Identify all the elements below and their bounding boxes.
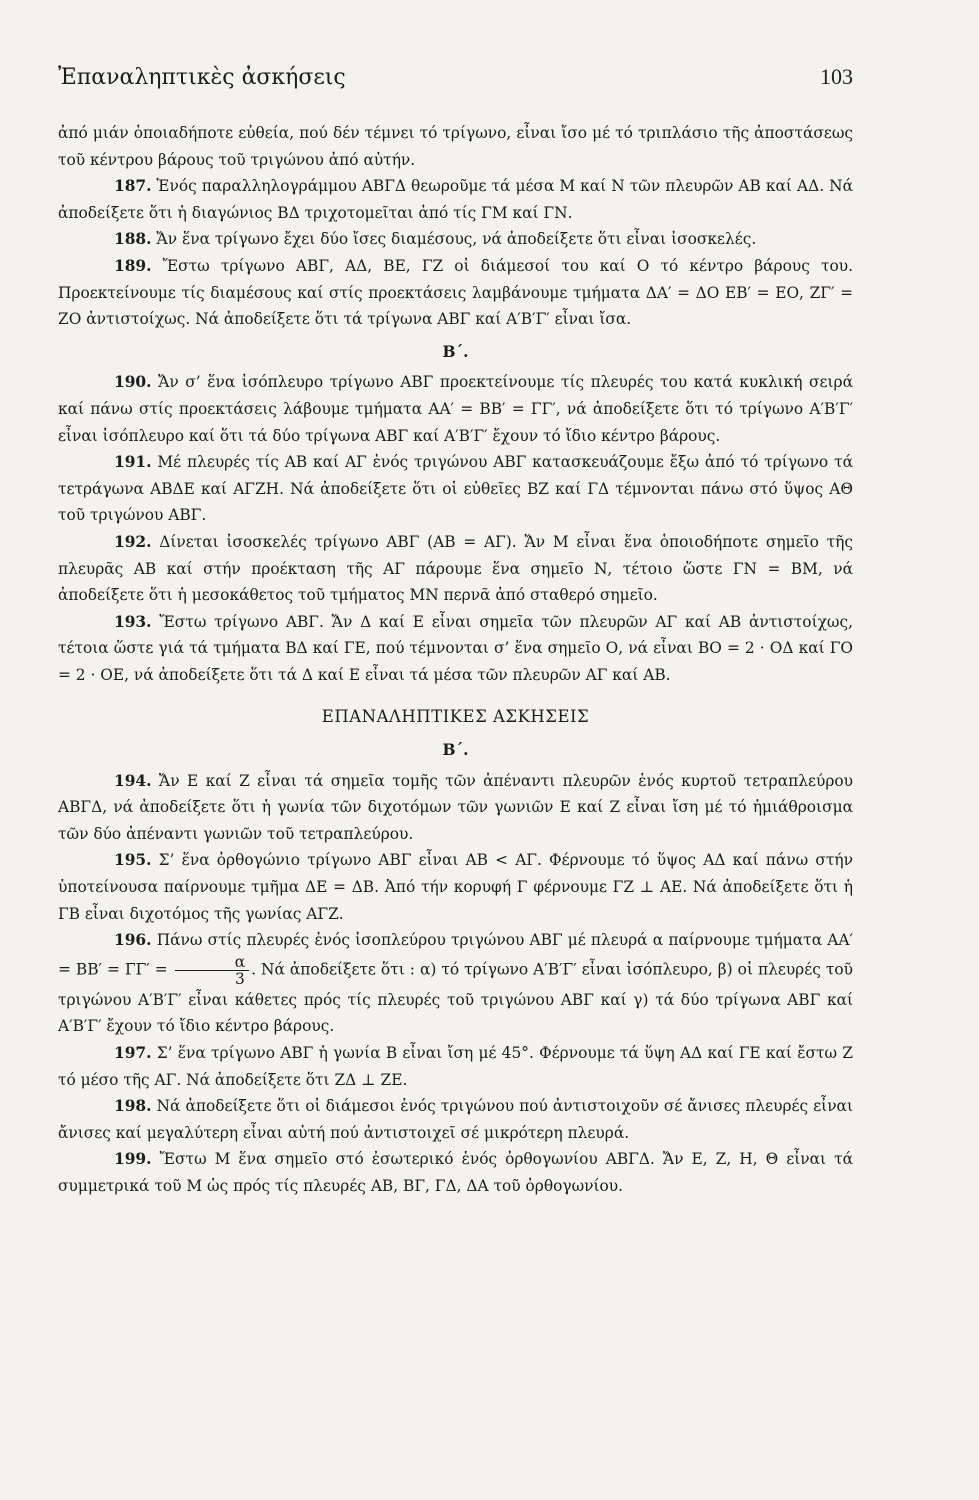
exercise-number: 198. <box>114 1097 152 1116</box>
exercise-number: 194. <box>114 771 152 790</box>
exercise-number: 197. <box>114 1044 152 1062</box>
exercise-text-cont: . Νά ἀποδείξετε ὅτι : α) τό τρίγωνο Α′Β′Γ′ εἶναι ἰσόπλευρο, β) οἱ πλευρές τοῦ τριγώνου Α′Β′Γ′ εἶναι κάθετες πρός τίς πλευρές τοῦ τριγώνου ΑΒΓ καί γ) τά δύο τρίγωνα ΑΒΓ καί Α′Β′Γ′ ἔχουν τό ἴδιο κέντρο βάρους. <box>58 960 853 1036</box>
exercise-text: Ἄν σ’ ἕνα ἰσόπλευρο τρίγωνο ΑΒΓ προεκτείνουμε τίς πλευρές του κατά κυκλική σειρά καί πάνω στίς προεκτάσεις λάβουμε τμήματα ΑΑ′ = ΒΒ′ = ΓΓ′, νά ἀποδείξετε ὅτι τό τρίγωνο Α′Β′Γ′ εἶναι ἰσόπλευρο καί ὅτι τά δύο τρίγωνα ΑΒΓ καί Α′Β′Γ′ ἔχουν τό ἴδιο κέντρο βάρους. <box>58 373 853 445</box>
exercise-199 <box>58 1146 853 1199</box>
exercise-198 <box>58 1093 853 1146</box>
exercise-number: 192. <box>114 532 152 551</box>
exercise-196 <box>58 927 853 1040</box>
exercise-195 <box>58 847 853 927</box>
exercise-number: 199. <box>114 1150 152 1169</box>
exercise-text: Ἄν ἕνα τρίγωνο ἔχει δύο ἴσες διαμέσους, νά ἀποδείξετε ὅτι εἶναι ἰσοσκελές. <box>156 230 757 249</box>
exercise-text: Σ’ ἕνα ὀρθογώνιο τρίγωνο ΑΒΓ εἶναι ΑΒ < ΑΓ. Φέρνουμε τό ὕψος ΑΔ καί πάνω στήν ὑποτείνουσα παίρνουμε τμῆμα ΔΕ = ΔΒ. Ἀπό τήν κορυφή Γ φέρνουμε ΓΖ ⊥ ΑΕ. Νά ἀποδείξετε ὅτι ἡ ΓΒ εἶναι διχοτόμος τῆς γωνίας ΑΓΖ. <box>58 851 853 923</box>
exercise-text: Ἔστω τρίγωνο ΑΒΓ, ΑΔ, ΒΕ, ΓΖ οἱ διάμεσοί του καί Ο τό κέντρο βάρους του. Προεκτείνουμε τίς διαμέσους καί στίς προεκτάσεις λαμβάνουμε τμήματα ΔΑ′ = ΔΟ ΕΒ′ = ΕΟ, ΖΓ′ = ΖΟ ἀντιστοίχως. Νά ἀποδείξετε ὅτι τά τρίγωνα ΑΒΓ καί Α′Β′Γ′ εἶναι ἴσα. <box>58 256 853 329</box>
exercise-189 <box>58 253 853 333</box>
exercise-text: Ἑνός παραλληλογράμμου ΑΒΓΔ θεωροῦμε τά μέσα Μ καί Ν τῶν πλευρῶν ΑΒ καί ΑΔ. Νά ἀποδείξετε ὅτι ἡ διαγώνιος ΒΔ τριχοτομεῖται ἀπό τίς ΓΜ καί ΓΝ. <box>58 177 853 222</box>
exercise-number: 190. <box>114 373 152 392</box>
exercise-192 <box>58 529 853 609</box>
exercise-194 <box>58 768 853 848</box>
exercise-number: 191. <box>114 453 152 472</box>
exercise-text: Ἔστω Μ ἕνα σημεῖο στό ἐσωτερικό ἑνός ὀρθογωνίου ΑΒΓΔ. Ἄν Ε, Ζ, Η, Θ εἶναι τά συμμετρικά τοῦ Μ ὡς πρός τίς πλευρές ΑΒ, ΒΓ, ΓΔ, ΔΑ τοῦ ὀρθογωνίου. <box>58 1150 853 1195</box>
fraction-a-over-3 <box>175 954 249 987</box>
section-title: ΕΠΑΝΑΛΗΠΤΙΚΕΣ ΑΣΚΗΣΕΙΣ <box>321 707 590 727</box>
exercise-text: Νά ἀποδείξετε ὅτι οἱ διάμεσοι ἑνός τριγώνου πού ἀντιστοιχοῦν σέ ἄνισες πλευρές εἶναι ἄνισες καί μεγαλύτερη εἶναι αὐτή πού ἀντιστοιχεῖ σέ μικρότερη πλευρά. <box>58 1097 853 1142</box>
fraction-denominator: 3 <box>235 969 245 988</box>
page-body <box>58 120 853 1200</box>
exercise-text: Πάνω στίς πλευρές ἑνός ἰσοπλεύρου τριγώνου ΑΒΓ μέ πλευρά α παίρνουμε τμήματα ΑΑ′ = ΒΒ′ = ΓΓ′ = <box>58 931 853 979</box>
exercise-191 <box>58 449 853 529</box>
exercise-number: 187. <box>114 177 152 196</box>
page-number: 103 <box>820 64 853 89</box>
exercise-number: 188. <box>114 230 152 249</box>
exercise-text: Δίνεται ἰσοσκελές τρίγωνο ΑΒΓ (ΑΒ = ΑΓ). Ἄν Μ εἶναι ἕνα ὁποιοδήποτε σημεῖο τῆς πλευρᾶς ΑΒ καί στήν προέκταση τῆς ΑΓ πάρουμε ἕνα σημεῖο Ν, τέτοιο ὥστε ΓΝ = ΒΜ, νά ἀποδείξετε ὅτι ἡ μεσοκάθετος τοῦ τμήματος ΜΝ περνᾶ ἀπό σταθερό σημεῖο. <box>58 532 853 605</box>
exercise-text: Μέ πλευρές τίς ΑΒ καί ΑΓ ἑνός τριγώνου ΑΒΓ κατασκευάζουμε ἔξω ἀπό τό τρίγωνο τά τετράγωνα ΑΒΔΕ καί ΑΓΖΗ. Νά ἀποδείξετε ὅτι οἱ εὐθεῖες ΒΖ καί ΓΔ τέμνονται πάνω στό ὕψος ΑΘ τοῦ τριγώνου ΑΒΓ. <box>58 453 853 525</box>
exercise-number: 189. <box>114 256 152 275</box>
exercise-187 <box>58 173 853 226</box>
exercise-continuation: ἀπό μιάν ὁποιαδήποτε εὐθεία, πού δέν τέμνει τό τρίγωνο, εἶναι ἴσο μέ τό τριπλάσιο τῆς ἀποστάσεως τοῦ κέντρου βάρους τοῦ τριγώνου ἀπό αὐτήν. <box>58 124 853 169</box>
exercise-text: Ἄν Ε καί Ζ εἶναι τά σημεῖα τομῆς τῶν ἀπέναντι πλευρῶν ἑνός κυρτοῦ τετραπλεύρου ΑΒΓΔ, νά ἀποδείξετε ὅτι ἡ γωνία τῶν διχοτόμων τῶν γωνιῶν Ε καί Ζ εἶναι ἴση μέ τό ἡμιάθροισμα τῶν δύο ἀπέναντι γωνιῶν τοῦ τετραπλεύρου. <box>58 771 853 843</box>
exercise-193 <box>58 609 853 689</box>
running-head <box>58 64 853 90</box>
exercise-197 <box>58 1040 853 1093</box>
exercise-190 <box>58 369 853 449</box>
subsection-heading: Β΄. <box>442 342 469 361</box>
exercise-number: 196. <box>114 931 152 950</box>
exercise-text: Ἔστω τρίγωνο ΑΒΓ. Ἄν Δ καί Ε εἶναι σημεῖα τῶν πλευρῶν ΑΓ καί ΑΒ ἀντιστοίχως, τέτοια ὥστε γιά τά τμήματα ΒΔ καί ΓΕ, πού τέμνονται σ’ ἕνα σημεῖο Ο, νά εἶναι ΒΟ = 2 · ΟΔ καί ΓΟ = 2 · ΟΕ, νά ἀποδείξετε ὅτι τά Δ καί Ε εἶναι τά μέσα τῶν πλευρῶν ΑΓ καί ΑΒ. <box>58 612 853 684</box>
chapter-title: Ἐπαναληπτικὲς ἀσκήσεις <box>58 65 346 90</box>
fraction-numerator: α <box>175 954 249 971</box>
subsection-heading: Β΄. <box>442 741 469 760</box>
exercise-text: Σ’ ἕνα τρίγωνο ΑΒΓ ἡ γωνία Β εἶναι ἴση μέ 45°. Φέρνουμε τά ὕψη ΑΔ καί ΓΕ καί ἔστω Ζ τό μέσο τῆς ΑΓ. Νά ἀποδείξετε ὅτι ΖΔ ⊥ ΖΕ. <box>58 1044 853 1089</box>
exercise-188 <box>58 226 853 253</box>
exercise-number: 193. <box>114 612 152 631</box>
exercise-number: 195. <box>114 851 152 870</box>
